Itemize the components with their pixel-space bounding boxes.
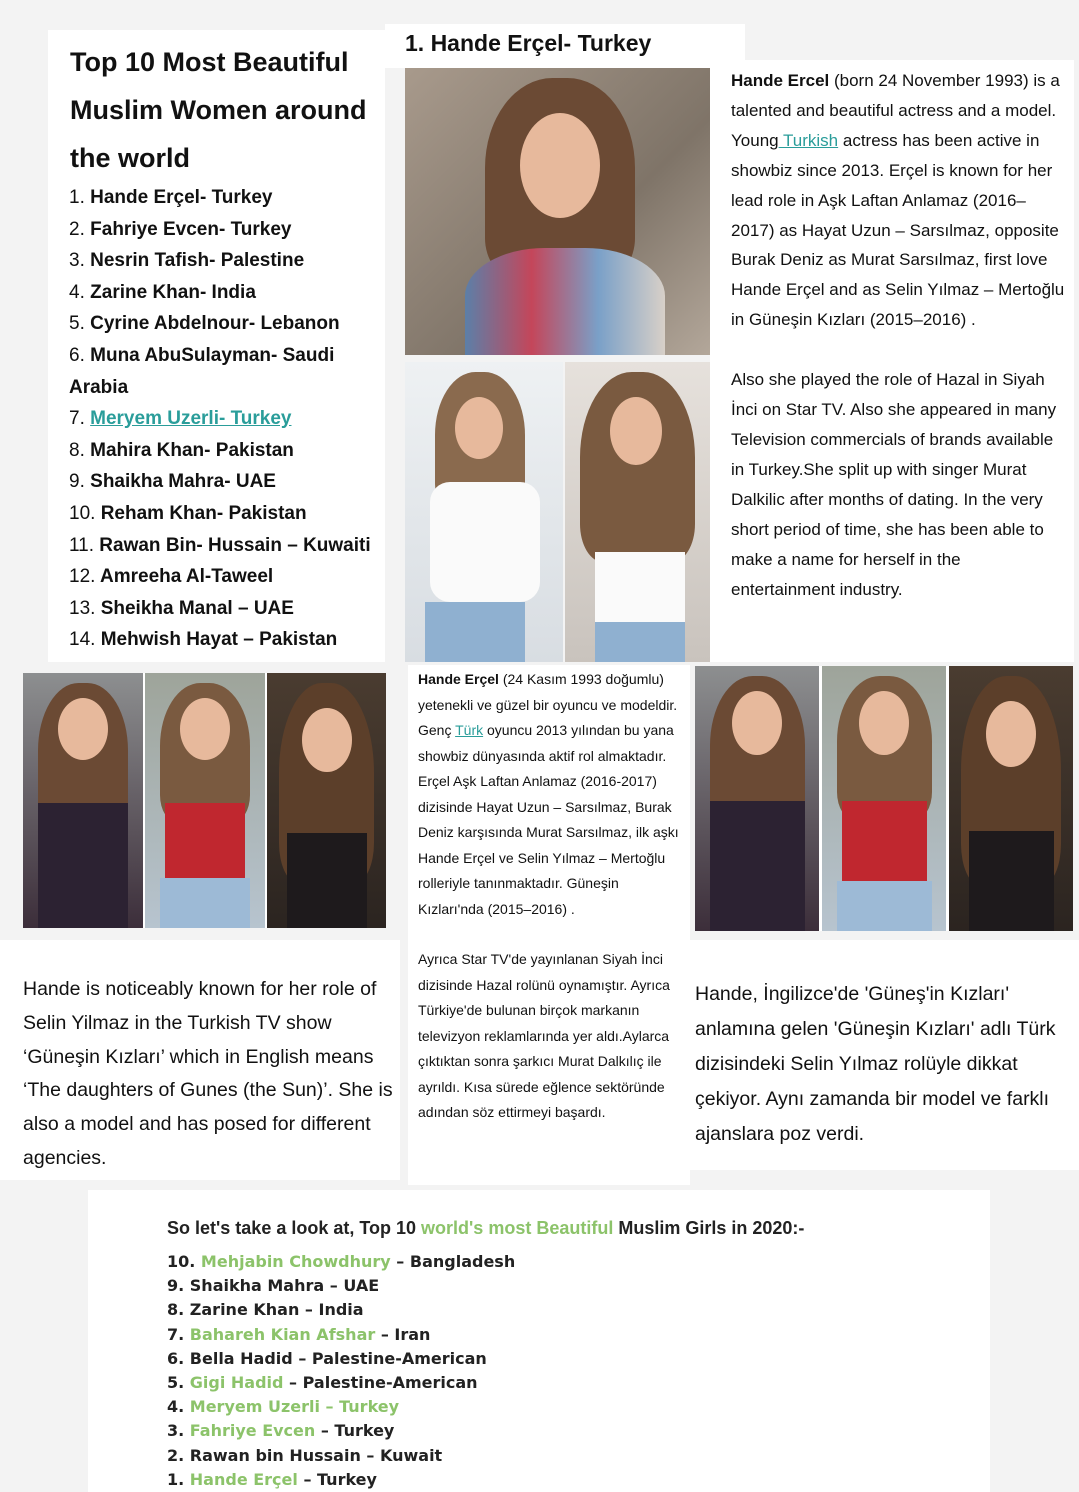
item-text: Rawan Bin- Hussain – Kuwaiti [99, 534, 371, 556]
ranked-name: Shaikha Mahra [189, 1276, 325, 1296]
list-item [69, 340, 379, 403]
ranked-name[interactable]: Mehjabin Chowdhury [200, 1252, 391, 1271]
triple-photo-left [23, 673, 386, 928]
turkish-bio [408, 665, 690, 1185]
english-note: Hande is noticeably known for her role of Selin Yilmaz in the Turkish TV show ‘Güneşin Kızları’ which in English means ‘The daughters of Gunes (the Sun)’. She is also a model and has posed for different agencies. [23, 978, 393, 1169]
ranked-name: Bella Hadid [189, 1348, 293, 1368]
turkish-note-card [690, 940, 1079, 1170]
item-number: 14. [69, 629, 96, 651]
ranked-item [167, 1468, 515, 1492]
rank-number: 8. [167, 1300, 190, 1320]
top-list [69, 182, 379, 656]
bottom-list-card [88, 1190, 990, 1492]
rank-number: 3. [167, 1421, 190, 1441]
item-text[interactable]: Meryem Uzerli- Turkey [90, 408, 292, 430]
rank-number: 7. [167, 1324, 190, 1344]
section-header [385, 24, 745, 68]
bottom-intro: So let's take a look at, Top 10 world's most Beautiful Muslim Girls in 2020:- [167, 1218, 805, 1238]
ranked-item [167, 1371, 515, 1395]
item-text: Muna AbuSulayman- Saudi Arabia [69, 344, 335, 398]
ranked-country: – Turkey [297, 1469, 377, 1489]
ranked-country: – India [299, 1300, 364, 1320]
item-text: Zarine Khan- India [90, 281, 256, 303]
ranked-item [167, 1347, 515, 1371]
ranked-country: – Palestine-American [283, 1373, 478, 1393]
turk-link[interactable]: Türk [455, 722, 484, 738]
item-number: 4. [69, 281, 85, 303]
ranked-country: – Bangladesh [390, 1252, 516, 1271]
ranked-item [167, 1250, 515, 1274]
ranked-name[interactable]: Hande Erçel [189, 1469, 298, 1489]
ranked-item [167, 1444, 515, 1468]
item-text: Mehwish Hayat – Pakistan [100, 629, 338, 651]
ranked-item [167, 1419, 515, 1443]
turkish-note: Hande, İngilizce'de 'Güneş'in Kızları' anlamına gelen 'Güneşin Kızları' adlı Türk dizisindeki Selin Yılmaz rolüyle dikkat çekiyor. Aynı zamanda bir model ve farklı ajanslara poz verdi. [695, 983, 1056, 1145]
turkish-link[interactable]: Turkish [778, 130, 839, 150]
item-text: Hande Erçel- Turkey [90, 187, 273, 208]
portrait-photo-main [405, 68, 710, 355]
ranked-country: – Kuwait [360, 1445, 443, 1465]
ranked-name[interactable]: Meryem Uzerli – Turkey [189, 1397, 400, 1417]
item-number: 12. [69, 566, 96, 588]
item-text: Sheikha Manal – UAE [100, 597, 294, 619]
rank-number: 5. [167, 1373, 190, 1393]
top-list-card [48, 30, 385, 662]
bio-paragraph-2: Also she played the role of Hazal in Siyah İnci on Star TV. Also she appeared in many Television commercials of brands available in Turkey.She split up with singer Murat Dalkilic after months of dating. In the very short period of time, she has been able to make a name for herself in the entertainment industry. [731, 370, 1057, 599]
rank-number: 6. [167, 1348, 190, 1368]
ranked-item [167, 1298, 515, 1322]
english-note-card [0, 940, 400, 1180]
ranked-name: Rawan bin Hussain [189, 1445, 361, 1465]
item-text: Fahriye Evcen- Turkey [90, 218, 292, 240]
list-item [69, 466, 379, 498]
bottom-list [167, 1250, 515, 1492]
list-item [69, 624, 379, 656]
bio-name: Hande Ercel [731, 71, 830, 90]
ranked-country: – Turkey [315, 1421, 395, 1441]
rank-number: 4. [167, 1397, 190, 1417]
item-number: 3. [69, 250, 85, 272]
item-text: Nesrin Tafish- Palestine [90, 250, 305, 272]
section-heading: 1. Hande Erçel- Turkey [405, 30, 652, 56]
list-item [69, 245, 379, 277]
item-text: Reham Khan- Pakistan [100, 502, 307, 524]
bio-text: actress has been active in showbiz since 2013. Erçel is known for her lead role in Aşk Laftan Anlamaz (2016–2017) as Hayat Uzun – Sarsılmaz, opposite Burak Deniz as Murat Sarsılmaz, first love Hande Erçel and as Selin Yılmaz – Mertoğlu in Güneşin Kızları (2015–2016) . [731, 130, 1065, 330]
list-item [69, 435, 379, 467]
triple-photo-right [695, 666, 1073, 931]
item-number: 8. [69, 439, 85, 461]
ranked-item [167, 1395, 515, 1419]
page-title: Top 10 Most Beautiful Muslim Women around the world [70, 47, 367, 173]
item-text: Cyrine Abdelnour- Lebanon [90, 313, 340, 335]
item-text: Mahira Khan- Pakistan [90, 439, 294, 461]
bio-name: Hande Erçel [418, 671, 499, 687]
ranked-country: – Palestine-American [292, 1348, 487, 1368]
photo-white-outfit [405, 362, 563, 662]
bio-text: (24 Kasım 1993 doğumlu) yetenekli ve güzel bir oyuncu ve modeldir. Genç [418, 671, 678, 738]
list-item [69, 182, 379, 214]
item-number: 9. [69, 471, 85, 493]
item-number: 2. [69, 218, 85, 240]
item-number: 7. [69, 408, 85, 430]
item-text: Amreeha Al-Taweel [100, 566, 274, 588]
list-item [69, 593, 379, 625]
item-number: 11. [69, 534, 95, 556]
ranked-country: – UAE [324, 1276, 380, 1296]
item-number: 6. [69, 344, 85, 366]
ranked-item [167, 1274, 515, 1298]
list-item [69, 561, 379, 593]
rank-number: 10. [167, 1252, 201, 1271]
list-item [69, 498, 379, 530]
ranked-name[interactable]: Fahriye Evcen [189, 1421, 316, 1441]
ranked-name[interactable]: Gigi Hadid [189, 1373, 284, 1393]
ranked-country: – Iran [375, 1324, 431, 1344]
ranked-name[interactable]: Bahareh Kian Afshar [189, 1324, 376, 1344]
list-item [69, 277, 379, 309]
english-bio [731, 66, 1066, 604]
bio-text: (born 24 November 1993) is a talented and beautiful actress and a model. Young [731, 71, 1060, 150]
list-item [69, 308, 379, 340]
list-item [69, 214, 379, 246]
list-item[interactable] [69, 403, 379, 435]
bio-paragraph-2: Ayrıca Star TV'de yayınlanan Siyah İnci dizisinde Hazal rolünü oynamıştır. Ayrıca Türkiye'de bulunan birçok markanın televizyon reklamlarında yer aldı.Aylarca çıktıktan sonra şarkıcı Murat Dalkılıç ile ayrıldı. Kısa sürede eğlence sektöründe adından söz ettirmeyi başardı. [418, 951, 670, 1120]
item-number: 5. [69, 313, 85, 335]
rank-number: 1. [167, 1469, 190, 1489]
item-number: 10. [69, 502, 96, 524]
ranked-item [167, 1323, 515, 1347]
item-text: Shaikha Mahra- UAE [90, 471, 276, 493]
rank-number: 9. [167, 1276, 190, 1296]
list-item [69, 530, 379, 562]
intro-link[interactable]: world's most Beautiful [421, 1218, 614, 1238]
item-number: 1. [69, 187, 85, 208]
item-number: 13. [69, 597, 96, 619]
rank-number: 2. [167, 1445, 190, 1465]
ranked-name: Zarine Khan [189, 1300, 300, 1320]
photo-white-top [565, 362, 710, 662]
bio-text: oyuncu 2013 yılından bu yana showbiz dünyasında aktif rol almaktadır. Erçel Aşk Laftan Anlamaz (2016-2017) dizisinde Hayat Uzun – Sarsılmaz, Burak Deniz karşısında Murat Sarsılmaz, ilk aşkı Hande Erçel ve Selin Yılmaz – Mertoğlu rolleriyle tanınmaktadır. Güneşin Kızları'nda (2015–2016) . [418, 722, 679, 917]
